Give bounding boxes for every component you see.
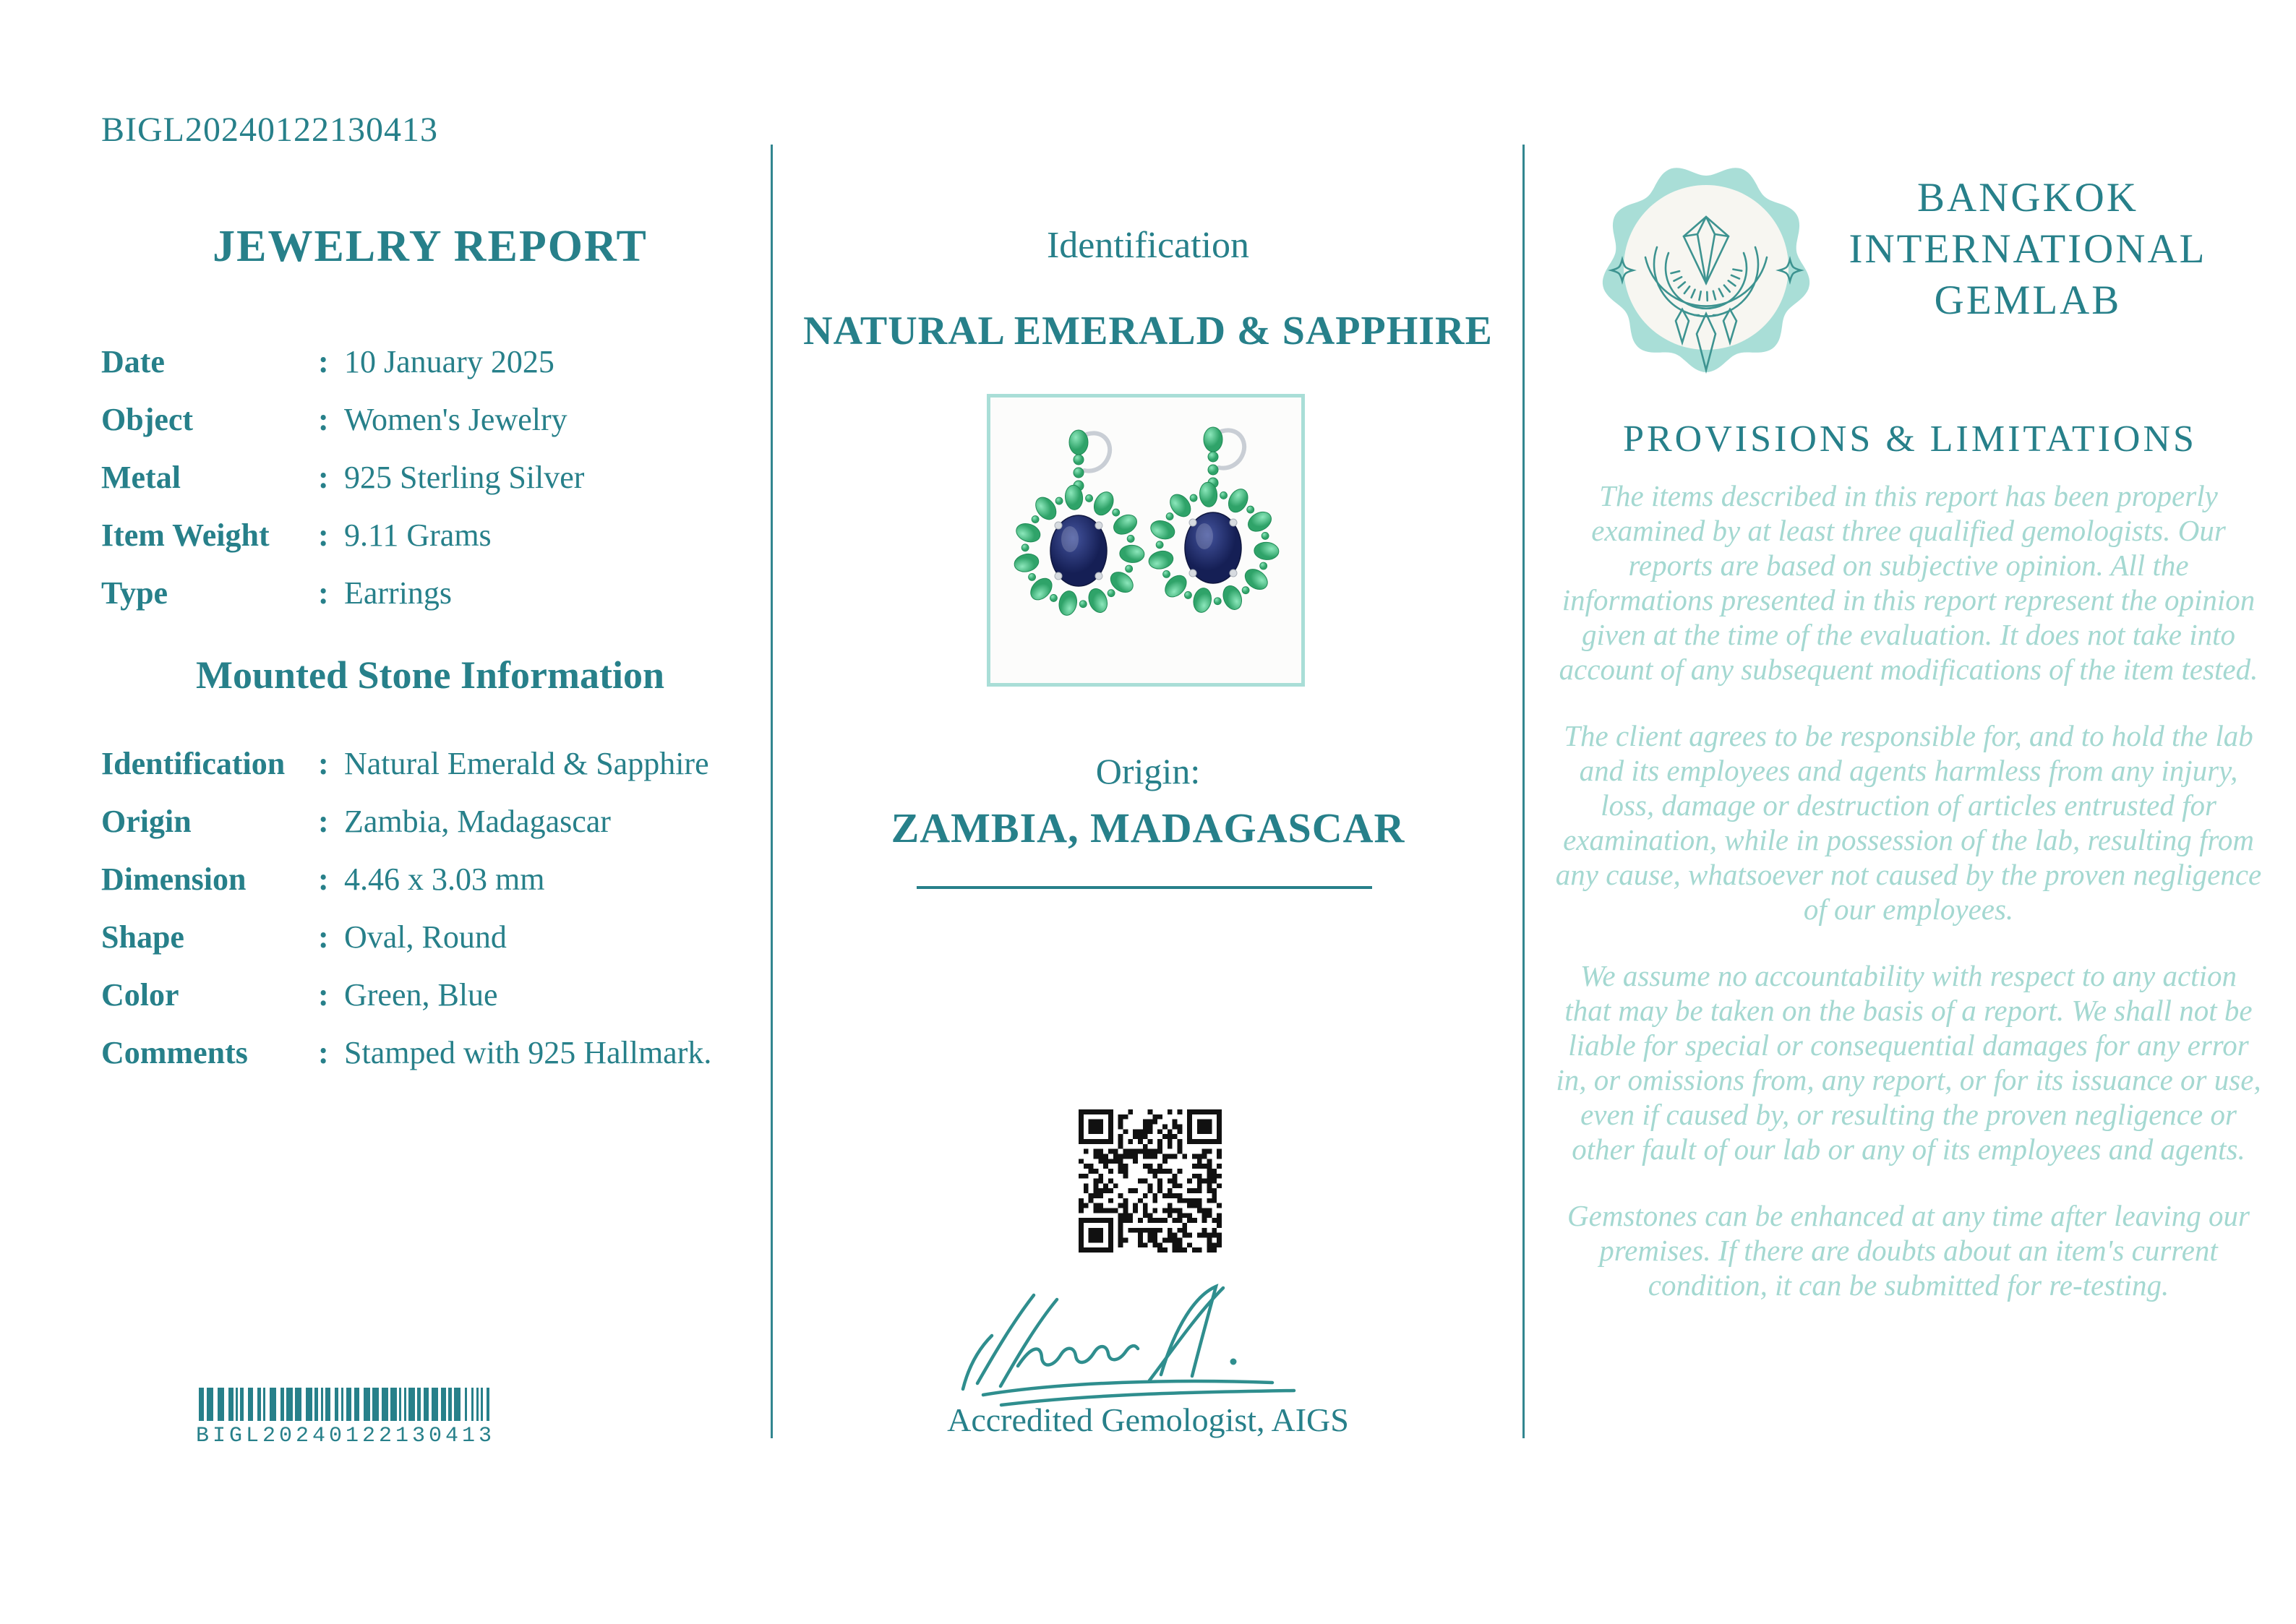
row-value: 4.46 x 3.03 mm [344, 861, 545, 897]
table-row [101, 448, 752, 506]
row-label: Origin [101, 803, 192, 839]
row-label: Shape [101, 919, 184, 955]
row-value: Natural Emerald & Sapphire [344, 745, 709, 781]
provision-paragraph: The items described in this report has been properly examined by at least three qualified gemologists. Our reports are based on subjective opinion. All the informations presented in this report represent the opinion given at the time of the evaluation. It does not take into account of any subsequent modifications of the item tested. [1559, 479, 2258, 686]
row-value: Stamped with 925 Hallmark. [344, 1034, 712, 1070]
lab-name-line: BANGKOK [1917, 175, 2138, 220]
row-label: Date [101, 343, 165, 379]
identification-heading: Identification [1046, 225, 1250, 266]
row-label: Comments [101, 1034, 248, 1070]
row-label: Color [101, 976, 179, 1013]
provision-paragraph: The client agrees to be responsible for, and to hold the lab and its employees and agents harmless from any injury, loss, damage or destruction of articles entrusted for examination, while in possession of the lab, resulting from any cause, whatsoever not caused by the proven negligence of our employees. [1555, 719, 2262, 926]
table-row [101, 390, 752, 448]
table-row [101, 564, 752, 622]
origin-value: ZAMBIA, MADAGASCAR [891, 804, 1405, 851]
row-value: 10 January 2025 [344, 343, 554, 379]
qr-code-icon [1079, 1109, 1222, 1253]
table-row [101, 908, 752, 966]
identification-value: NATURAL EMERALD & SAPPHIRE [803, 309, 1493, 353]
table-row [101, 850, 752, 908]
row-value: Earrings [344, 575, 453, 611]
mounted-stone-title: Mounted Stone Information [195, 653, 665, 697]
row-value: 9.11 Grams [344, 517, 492, 553]
table-row [101, 506, 752, 564]
row-value: Green, Blue [344, 976, 498, 1013]
provision-paragraph: Gemstones can be enhanced at any time after leaving our premises. If there are doubts about an item's current condition, it can be submitted for re-testing. [1567, 1199, 2250, 1302]
row-colon: : [318, 1034, 329, 1070]
row-colon: : [318, 745, 329, 781]
row-colon: : [318, 401, 329, 437]
earrings-image [990, 398, 1301, 683]
barcode-icon [197, 1388, 494, 1422]
row-colon: : [318, 575, 329, 611]
table-row [101, 734, 752, 792]
barcode-text: BIGL20240122130413 [195, 1424, 496, 1448]
row-colon: : [318, 517, 329, 553]
row-value: Women's Jewelry [344, 401, 567, 437]
row-value: 925 Sterling Silver [344, 459, 585, 495]
table-row [101, 332, 752, 390]
table-row [101, 966, 752, 1023]
lab-name-line: GEMLAB [1934, 278, 2122, 323]
jewelry-photo [987, 394, 1305, 687]
report-details-table [101, 332, 752, 622]
row-colon: : [318, 976, 329, 1013]
accredited-gemologist-label: Accredited Gemologist, AIGS [947, 1401, 1349, 1438]
row-colon: : [318, 861, 329, 897]
lab-name-line: INTERNATIONAL [1849, 226, 2207, 272]
row-label: Object [101, 401, 194, 437]
row-colon: : [318, 919, 329, 955]
row-value: Oval, Round [344, 919, 507, 955]
column-divider-right [1522, 145, 1525, 1438]
provisions-paragraphs [1554, 478, 2263, 1334]
barcode [187, 1388, 505, 1448]
row-label: Identification [101, 745, 286, 781]
provision-paragraph: We assume no accountability with respect to any action that may be taken on the basis of a report. We shall not be liable for special or consequential damages for any error in, or omissions from, any report, or for its issuance or use, even if caused by, or resulting the proven negligence or other fault of our lab or any of its employees and agents. [1556, 959, 2261, 1166]
jewelry-report-title: JEWELRY REPORT [213, 222, 648, 271]
report-number: BIGL20240122130413 [101, 111, 438, 149]
row-label: Item Weight [101, 517, 270, 553]
origin-underline [917, 886, 1372, 889]
column-divider-left [771, 145, 773, 1438]
row-colon: : [318, 459, 329, 495]
table-row [101, 1023, 752, 1081]
origin-heading: Origin: [1095, 751, 1201, 791]
row-colon: : [318, 343, 329, 379]
table-row [101, 792, 752, 850]
gem-pendant-badge-icon [1599, 160, 1813, 374]
gemlab-logo [1599, 160, 1813, 374]
row-value: Zambia, Madagascar [344, 803, 611, 839]
qr-code [1079, 1109, 1222, 1253]
lab-name [1793, 172, 2263, 326]
row-colon: : [318, 803, 329, 839]
provisions-heading: PROVISIONS & LIMITATIONS [1623, 418, 2197, 460]
row-label: Metal [101, 459, 181, 495]
stone-details-table [101, 734, 752, 1081]
row-label: Dimension [101, 861, 247, 897]
row-label: Type [101, 575, 168, 611]
